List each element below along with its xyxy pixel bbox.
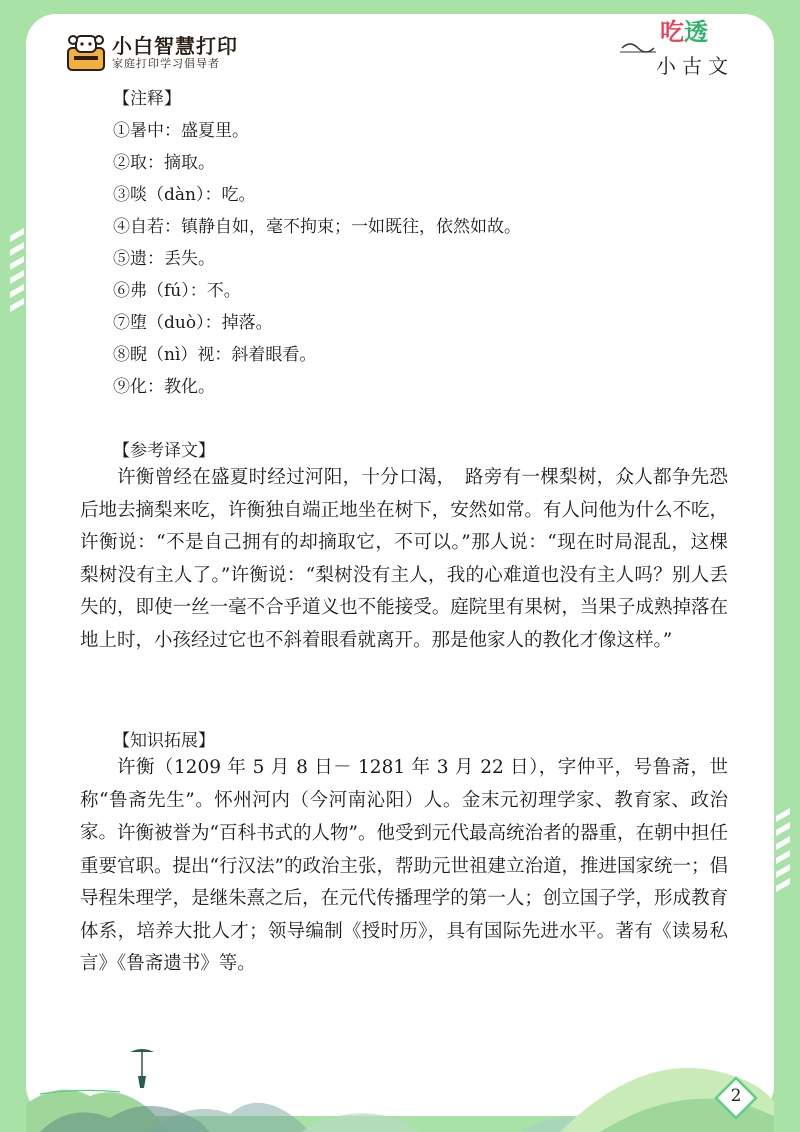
mountain-landscape-illustration (0, 992, 800, 1132)
note-item: ⑧睨（nì）视：斜着眼看。 (113, 345, 317, 365)
note-item: ⑨化：教化。 (113, 377, 215, 397)
knowledge-heading: 【知识拓展】 (113, 731, 215, 751)
logo-subtitle: 家庭打印学习倡导者 (112, 57, 220, 70)
brand-char-1: 吃 (660, 18, 684, 46)
brand-char-2: 透 (684, 18, 708, 46)
note-item: ③啖（dàn）：吃。 (113, 185, 256, 205)
translation-paragraph: 许衡曾经在盛夏时经过河阳，十分口渴， 路旁有一棵梨树，众人都争先恐后地去摘梨来吃，许衡独自端正地坐在树下，安然如常。有人问他为什么不吃，许衡说：“不是自己拥有的却摘取它，不可以。”那人说：“现在时局混乱，这棵梨树没有主人了。”许衡说：“梨树没有主人，我的心难道也没有主人吗？别人丢失的，即使一丝一毫不合乎道义也不能接受。庭院里有果树，当果子成熟掉落在地上时，小孩经过它也不斜着眼看就离开。那是他家人的教化才像这样。” (80, 467, 728, 651)
note-item: ⑥弗（fú）：不。 (113, 281, 241, 301)
note-item: ②取：摘取。 (113, 153, 215, 173)
knowledge-paragraph-1: 许衡（1209 年 5 月 8 日－ 1281 年 3 月 22 日），字仲平，号鲁斋，世称“鲁斋先生”。怀州河内（今河南沁阳）人。金末元初理学家、教育家、政治家。 (80, 757, 728, 843)
note-item: ④自若：镇静自如，毫不拘束；一如既往，依然如故。 (113, 217, 521, 237)
translation-heading: 【参考译文】 (113, 441, 215, 461)
note-item: ①暑中：盛夏里。 (113, 121, 249, 141)
knowledge-paragraph-2: 许衡被誉为“百科书式的人物”。他受到元代最高统治者的器重，在朝中担任重要官职。提出“行汉法”的政治主张，帮助元世祖建立治道，推进国家统一；倡导程朱理学，是继朱熹之后，在元代传播理学的第一人；创立国子学，形成教育体系，培养大批人才；领导编制《授时历》，具有国际先进水平。著有《读易私言》《鲁斋遗书》等。 (80, 823, 728, 974)
logo-title: 小白智慧打印 (112, 34, 238, 58)
note-item: ⑤遗：丢失。 (113, 249, 215, 269)
notes-heading: 【注释】 (113, 89, 181, 109)
brand-subtitle: 小古文 (656, 54, 734, 78)
note-item: ⑦堕（duò）：掉落。 (113, 313, 273, 333)
page-number: 2 (730, 1086, 742, 1106)
page-number-badge (714, 1076, 758, 1120)
